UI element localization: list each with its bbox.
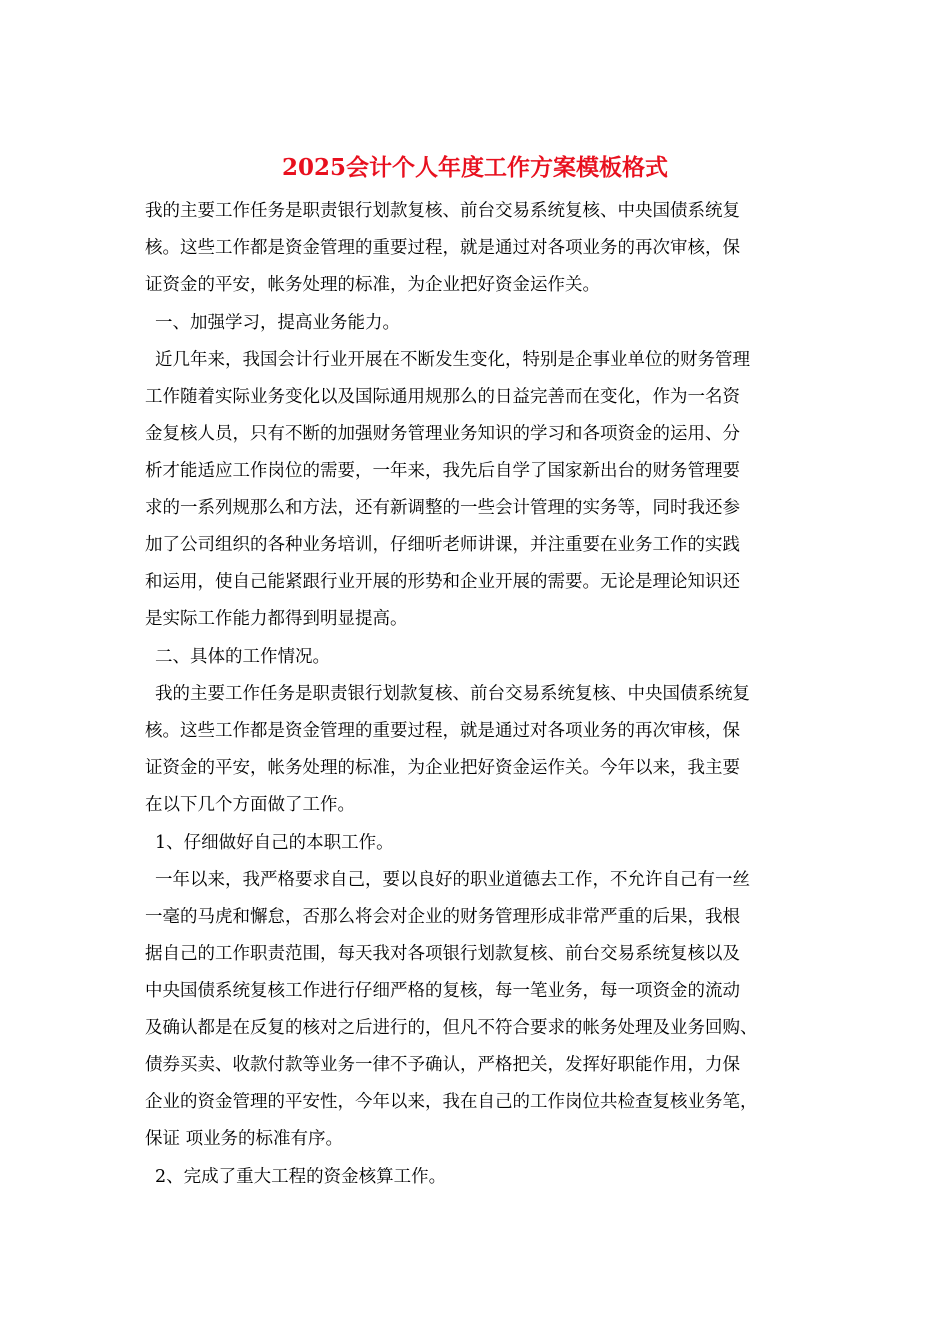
paragraph-line: 我的主要工作任务是职责银行划款复核、前台交易系统复核、中央国债系统复	[155, 684, 750, 704]
paragraph-line: 保证 项业务的标准有序。	[145, 1129, 344, 1149]
paragraph-line: 证资金的平安，帐务处理的标准，为企业把好资金运作关。	[145, 275, 600, 295]
paragraph-line: 核。这些工作都是资金管理的重要过程，就是通过对各项业务的再次审核，保	[145, 721, 740, 741]
paragraph-line: 及确认都是在反复的核对之后进行的，但凡不符合要求的帐务处理及业务回购、	[145, 1018, 758, 1038]
paragraph-line: 中央国债系统复核工作进行仔细严格的复核，每一笔业务，每一项资金的流动	[145, 981, 740, 1001]
paragraph-line: 和运用，使自己能紧跟行业开展的形势和企业开展的需要。无论是理论知识还	[145, 572, 740, 592]
paragraph-line: 近几年来，我国会计行业开展在不断发生变化，特别是企事业单位的财务管理	[155, 350, 750, 370]
paragraph-line: 二、具体的工作情况。	[155, 647, 330, 667]
paragraph-line: 工作随着实际业务变化以及国际通用规那么的日益完善而在变化，作为一名资	[145, 387, 740, 407]
paragraph-line: 在以下几个方面做了工作。	[145, 795, 355, 815]
paragraph-line: 据自己的工作职责范围，每天我对各项银行划款复核、前台交易系统复核以及	[145, 944, 740, 964]
paragraph-line: 一年以来，我严格要求自己，要以良好的职业道德去工作，不允许自己有一丝	[155, 870, 750, 890]
paragraph-line: 一、加强学习，提高业务能力。	[155, 313, 400, 333]
paragraph-line: 是实际工作能力都得到明显提高。	[145, 609, 408, 629]
paragraph-line: 析才能适应工作岗位的需要，一年来，我先后自学了国家新出台的财务管理要	[145, 461, 740, 481]
document-title: 2025会计个人年度工作方案模板格式	[281, 154, 668, 181]
paragraph-line: 债券买卖、收款付款等业务一律不予确认，严格把关，发挥好职能作用，力保	[145, 1055, 740, 1075]
paragraph-line: 我的主要工作任务是职责银行划款复核、前台交易系统复核、中央国债系统复	[145, 201, 740, 221]
paragraph-line: 证资金的平安，帐务处理的标准，为企业把好资金运作关。今年以来，我主要	[145, 758, 740, 778]
paragraph-line: 一毫的马虎和懈怠，否那么将会对企业的财务管理形成非常严重的后果，我根	[145, 907, 740, 927]
paragraph-line: 2、完成了重大工程的资金核算工作。	[155, 1167, 447, 1187]
document-body	[145, 193, 810, 1196]
paragraph-line: 核。这些工作都是资金管理的重要过程，就是通过对各项业务的再次审核，保	[145, 238, 740, 258]
paragraph-line: 金复核人员，只有不断的加强财务管理业务知识的学习和各项资金的运用、分	[145, 424, 740, 444]
paragraph-line: 1、仔细做好自己的本职工作。	[155, 833, 394, 853]
paragraph-line: 企业的资金管理的平安性，今年以来，我在自己的工作岗位共检查复核业务笔，	[145, 1092, 758, 1112]
paragraph-line: 加了公司组织的各种业务培训，仔细听老师讲课，并注重要在业务工作的实践	[145, 535, 740, 555]
paragraph-line: 求的一系列规那么和方法，还有新调整的一些会计管理的实务等，同时我还参	[145, 498, 740, 518]
